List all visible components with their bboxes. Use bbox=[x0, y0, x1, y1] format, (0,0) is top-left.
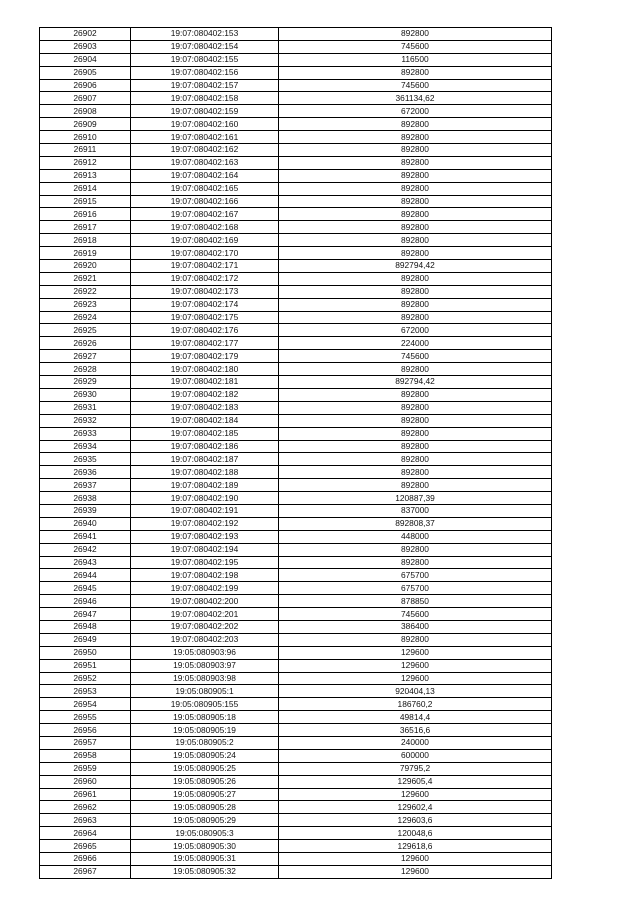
row-id-cell: 26916 bbox=[40, 208, 131, 221]
cadastral-number-cell: 19:07:080402:190 bbox=[131, 492, 279, 505]
table-row bbox=[40, 775, 552, 788]
row-id-cell: 26951 bbox=[40, 659, 131, 672]
cadastral-number-cell: 19:07:080402:163 bbox=[131, 156, 279, 169]
row-id-cell: 26929 bbox=[40, 376, 131, 389]
row-id-cell: 26919 bbox=[40, 247, 131, 260]
table-row bbox=[40, 208, 552, 221]
table-row bbox=[40, 659, 552, 672]
row-id-cell: 26965 bbox=[40, 840, 131, 853]
value-cell: 448000 bbox=[279, 530, 552, 543]
table-row bbox=[40, 814, 552, 827]
cadastral-number-cell: 19:07:080402:172 bbox=[131, 272, 279, 285]
value-cell: 892800 bbox=[279, 363, 552, 376]
table-row bbox=[40, 492, 552, 505]
value-cell: 892800 bbox=[279, 234, 552, 247]
cadastral-number-cell: 19:07:080402:173 bbox=[131, 285, 279, 298]
cadastral-number-cell: 19:05:080905:24 bbox=[131, 749, 279, 762]
value-cell: 745600 bbox=[279, 40, 552, 53]
table-row bbox=[40, 247, 552, 260]
row-id-cell: 26962 bbox=[40, 801, 131, 814]
table-row bbox=[40, 582, 552, 595]
table-row bbox=[40, 66, 552, 79]
value-cell: 745600 bbox=[279, 79, 552, 92]
value-cell: 79795,2 bbox=[279, 762, 552, 775]
value-cell: 892800 bbox=[279, 169, 552, 182]
cadastral-number-cell: 19:07:080402:202 bbox=[131, 620, 279, 633]
cadastral-number-cell: 19:07:080402:170 bbox=[131, 247, 279, 260]
row-id-cell: 26946 bbox=[40, 595, 131, 608]
cadastral-number-cell: 19:07:080402:192 bbox=[131, 517, 279, 530]
value-cell: 224000 bbox=[279, 337, 552, 350]
cadastral-number-cell: 19:07:080402:176 bbox=[131, 324, 279, 337]
cadastral-number-cell: 19:05:080905:18 bbox=[131, 711, 279, 724]
row-id-cell: 26950 bbox=[40, 646, 131, 659]
cadastral-number-cell: 19:07:080402:182 bbox=[131, 388, 279, 401]
value-cell: 892808,37 bbox=[279, 517, 552, 530]
row-id-cell: 26935 bbox=[40, 453, 131, 466]
row-id-cell: 26949 bbox=[40, 633, 131, 646]
value-cell: 892800 bbox=[279, 182, 552, 195]
cadastral-number-cell: 19:05:080905:2 bbox=[131, 736, 279, 749]
value-cell: 892800 bbox=[279, 66, 552, 79]
value-cell: 675700 bbox=[279, 569, 552, 582]
value-cell: 745600 bbox=[279, 350, 552, 363]
table-row bbox=[40, 685, 552, 698]
table-row bbox=[40, 698, 552, 711]
value-cell: 675700 bbox=[279, 582, 552, 595]
row-id-cell: 26911 bbox=[40, 144, 131, 157]
value-cell: 129600 bbox=[279, 853, 552, 866]
cadastral-number-cell: 19:07:080402:203 bbox=[131, 633, 279, 646]
table-row bbox=[40, 169, 552, 182]
row-id-cell: 26928 bbox=[40, 363, 131, 376]
value-cell: 892800 bbox=[279, 453, 552, 466]
row-id-cell: 26905 bbox=[40, 66, 131, 79]
row-id-cell: 26961 bbox=[40, 788, 131, 801]
table-row bbox=[40, 105, 552, 118]
value-cell: 49814,4 bbox=[279, 711, 552, 724]
row-id-cell: 26954 bbox=[40, 698, 131, 711]
row-id-cell: 26936 bbox=[40, 466, 131, 479]
value-cell: 892800 bbox=[279, 272, 552, 285]
cadastral-number-cell: 19:05:080905:25 bbox=[131, 762, 279, 775]
row-id-cell: 26923 bbox=[40, 298, 131, 311]
cadastral-number-cell: 19:07:080402:199 bbox=[131, 582, 279, 595]
table-row bbox=[40, 762, 552, 775]
table-row bbox=[40, 182, 552, 195]
row-id-cell: 26938 bbox=[40, 492, 131, 505]
table-row bbox=[40, 672, 552, 685]
row-id-cell: 26931 bbox=[40, 401, 131, 414]
cadastral-number-cell: 19:07:080402:162 bbox=[131, 144, 279, 157]
row-id-cell: 26939 bbox=[40, 504, 131, 517]
cadastral-number-cell: 19:07:080402:174 bbox=[131, 298, 279, 311]
cadastral-number-cell: 19:07:080402:181 bbox=[131, 376, 279, 389]
cadastral-number-cell: 19:07:080402:200 bbox=[131, 595, 279, 608]
value-cell: 892800 bbox=[279, 466, 552, 479]
table-row bbox=[40, 453, 552, 466]
cadastral-number-cell: 19:07:080402:187 bbox=[131, 453, 279, 466]
value-cell: 892794,42 bbox=[279, 376, 552, 389]
value-cell: 129605,4 bbox=[279, 775, 552, 788]
table-row bbox=[40, 633, 552, 646]
row-id-cell: 26925 bbox=[40, 324, 131, 337]
cadastral-number-cell: 19:05:080905:29 bbox=[131, 814, 279, 827]
table-row bbox=[40, 144, 552, 157]
cadastral-number-cell: 19:05:080905:155 bbox=[131, 698, 279, 711]
value-cell: 892800 bbox=[279, 479, 552, 492]
value-cell: 892800 bbox=[279, 298, 552, 311]
cadastral-number-cell: 19:07:080402:195 bbox=[131, 556, 279, 569]
row-id-cell: 26926 bbox=[40, 337, 131, 350]
table-row bbox=[40, 517, 552, 530]
value-cell: 186760,2 bbox=[279, 698, 552, 711]
row-id-cell: 26904 bbox=[40, 53, 131, 66]
value-cell: 672000 bbox=[279, 324, 552, 337]
row-id-cell: 26960 bbox=[40, 775, 131, 788]
value-cell: 892800 bbox=[279, 247, 552, 260]
cadastral-number-cell: 19:07:080402:201 bbox=[131, 608, 279, 621]
row-id-cell: 26920 bbox=[40, 260, 131, 273]
cadastral-number-cell: 19:07:080402:156 bbox=[131, 66, 279, 79]
value-cell: 892800 bbox=[279, 440, 552, 453]
row-id-cell: 26922 bbox=[40, 285, 131, 298]
table-row bbox=[40, 131, 552, 144]
table-body bbox=[40, 28, 552, 879]
value-cell: 240000 bbox=[279, 736, 552, 749]
value-cell: 361134,62 bbox=[279, 92, 552, 105]
cadastral-number-cell: 19:07:080402:171 bbox=[131, 260, 279, 273]
table-row bbox=[40, 388, 552, 401]
table-row bbox=[40, 337, 552, 350]
table-row bbox=[40, 853, 552, 866]
value-cell: 116500 bbox=[279, 53, 552, 66]
cadastral-number-cell: 19:07:080402:193 bbox=[131, 530, 279, 543]
table-row bbox=[40, 427, 552, 440]
table-row bbox=[40, 311, 552, 324]
row-id-cell: 26915 bbox=[40, 195, 131, 208]
value-cell: 600000 bbox=[279, 749, 552, 762]
value-cell: 920404,13 bbox=[279, 685, 552, 698]
row-id-cell: 26958 bbox=[40, 749, 131, 762]
cadastral-number-cell: 19:07:080402:186 bbox=[131, 440, 279, 453]
value-cell: 892800 bbox=[279, 195, 552, 208]
table-row bbox=[40, 118, 552, 131]
table-row bbox=[40, 724, 552, 737]
row-id-cell: 26902 bbox=[40, 28, 131, 41]
table-row bbox=[40, 53, 552, 66]
row-id-cell: 26941 bbox=[40, 530, 131, 543]
value-cell: 36516,6 bbox=[279, 724, 552, 737]
row-id-cell: 26921 bbox=[40, 272, 131, 285]
table-row bbox=[40, 28, 552, 41]
value-cell: 837000 bbox=[279, 504, 552, 517]
table-row bbox=[40, 414, 552, 427]
table-row bbox=[40, 79, 552, 92]
table-row bbox=[40, 350, 552, 363]
row-id-cell: 26942 bbox=[40, 543, 131, 556]
row-id-cell: 26943 bbox=[40, 556, 131, 569]
value-cell: 386400 bbox=[279, 620, 552, 633]
table-row bbox=[40, 646, 552, 659]
value-cell: 129600 bbox=[279, 788, 552, 801]
value-cell: 892800 bbox=[279, 311, 552, 324]
row-id-cell: 26956 bbox=[40, 724, 131, 737]
cadastral-number-cell: 19:05:080903:98 bbox=[131, 672, 279, 685]
table-row bbox=[40, 556, 552, 569]
cadastral-number-cell: 19:05:080905:31 bbox=[131, 853, 279, 866]
row-id-cell: 26907 bbox=[40, 92, 131, 105]
table-row bbox=[40, 543, 552, 556]
table-row bbox=[40, 711, 552, 724]
table-row bbox=[40, 569, 552, 582]
row-id-cell: 26924 bbox=[40, 311, 131, 324]
row-id-cell: 26908 bbox=[40, 105, 131, 118]
row-id-cell: 26927 bbox=[40, 350, 131, 363]
value-cell: 892800 bbox=[279, 118, 552, 131]
cadastral-number-cell: 19:05:080905:27 bbox=[131, 788, 279, 801]
cadastral-number-cell: 19:07:080402:155 bbox=[131, 53, 279, 66]
row-id-cell: 26945 bbox=[40, 582, 131, 595]
value-cell: 892794,42 bbox=[279, 260, 552, 273]
table-row bbox=[40, 620, 552, 633]
cadastral-number-cell: 19:07:080402:191 bbox=[131, 504, 279, 517]
row-id-cell: 26906 bbox=[40, 79, 131, 92]
cadastral-number-cell: 19:07:080402:185 bbox=[131, 427, 279, 440]
value-cell: 892800 bbox=[279, 208, 552, 221]
cadastral-number-cell: 19:07:080402:177 bbox=[131, 337, 279, 350]
value-cell: 120048,6 bbox=[279, 827, 552, 840]
table-row bbox=[40, 260, 552, 273]
cadastral-number-cell: 19:05:080905:30 bbox=[131, 840, 279, 853]
value-cell: 129600 bbox=[279, 672, 552, 685]
cadastral-number-cell: 19:07:080402:198 bbox=[131, 569, 279, 582]
row-id-cell: 26934 bbox=[40, 440, 131, 453]
table-row bbox=[40, 827, 552, 840]
table-row bbox=[40, 285, 552, 298]
cadastral-number-cell: 19:05:080905:1 bbox=[131, 685, 279, 698]
table-row bbox=[40, 298, 552, 311]
table-row bbox=[40, 221, 552, 234]
table-row bbox=[40, 608, 552, 621]
cadastral-number-cell: 19:05:080905:32 bbox=[131, 865, 279, 878]
table-row bbox=[40, 440, 552, 453]
value-cell: 892800 bbox=[279, 401, 552, 414]
row-id-cell: 26963 bbox=[40, 814, 131, 827]
table-row bbox=[40, 466, 552, 479]
row-id-cell: 26947 bbox=[40, 608, 131, 621]
cadastral-number-cell: 19:07:080402:160 bbox=[131, 118, 279, 131]
value-cell: 120887,39 bbox=[279, 492, 552, 505]
table-row bbox=[40, 272, 552, 285]
value-cell: 892800 bbox=[279, 556, 552, 569]
table-row bbox=[40, 595, 552, 608]
table-row bbox=[40, 736, 552, 749]
row-id-cell: 26909 bbox=[40, 118, 131, 131]
cadastral-number-cell: 19:07:080402:164 bbox=[131, 169, 279, 182]
cadastral-number-cell: 19:05:080905:19 bbox=[131, 724, 279, 737]
value-cell: 892800 bbox=[279, 285, 552, 298]
cadastral-number-cell: 19:05:080905:3 bbox=[131, 827, 279, 840]
table-row bbox=[40, 479, 552, 492]
table-row bbox=[40, 195, 552, 208]
row-id-cell: 26959 bbox=[40, 762, 131, 775]
row-id-cell: 26914 bbox=[40, 182, 131, 195]
cadastral-number-cell: 19:07:080402:168 bbox=[131, 221, 279, 234]
cadastral-number-cell: 19:07:080402:184 bbox=[131, 414, 279, 427]
table-row bbox=[40, 840, 552, 853]
value-cell: 129603,6 bbox=[279, 814, 552, 827]
cadastral-number-cell: 19:07:080402:169 bbox=[131, 234, 279, 247]
value-cell: 892800 bbox=[279, 144, 552, 157]
value-cell: 129600 bbox=[279, 865, 552, 878]
cadastral-number-cell: 19:07:080402:167 bbox=[131, 208, 279, 221]
row-id-cell: 26948 bbox=[40, 620, 131, 633]
table-row bbox=[40, 401, 552, 414]
row-id-cell: 26918 bbox=[40, 234, 131, 247]
value-cell: 129602,4 bbox=[279, 801, 552, 814]
cadastral-number-cell: 19:07:080402:154 bbox=[131, 40, 279, 53]
row-id-cell: 26910 bbox=[40, 131, 131, 144]
row-id-cell: 26903 bbox=[40, 40, 131, 53]
cadastral-number-cell: 19:07:080402:175 bbox=[131, 311, 279, 324]
cadastral-number-cell: 19:07:080402:157 bbox=[131, 79, 279, 92]
row-id-cell: 26967 bbox=[40, 865, 131, 878]
value-cell: 892800 bbox=[279, 388, 552, 401]
table-row bbox=[40, 363, 552, 376]
value-cell: 129600 bbox=[279, 646, 552, 659]
value-cell: 892800 bbox=[279, 543, 552, 556]
cadastral-number-cell: 19:07:080402:165 bbox=[131, 182, 279, 195]
value-cell: 892800 bbox=[279, 156, 552, 169]
table-row bbox=[40, 801, 552, 814]
row-id-cell: 26940 bbox=[40, 517, 131, 530]
cadastral-number-cell: 19:07:080402:180 bbox=[131, 363, 279, 376]
row-id-cell: 26913 bbox=[40, 169, 131, 182]
row-id-cell: 26952 bbox=[40, 672, 131, 685]
cadastral-number-cell: 19:07:080402:179 bbox=[131, 350, 279, 363]
table-row bbox=[40, 504, 552, 517]
row-id-cell: 26955 bbox=[40, 711, 131, 724]
cadastral-number-cell: 19:07:080402:153 bbox=[131, 28, 279, 41]
cadastral-number-cell: 19:07:080402:159 bbox=[131, 105, 279, 118]
value-cell: 892800 bbox=[279, 633, 552, 646]
row-id-cell: 26966 bbox=[40, 853, 131, 866]
table-row bbox=[40, 865, 552, 878]
cadastral-number-cell: 19:05:080903:96 bbox=[131, 646, 279, 659]
cadastral-number-cell: 19:07:080402:188 bbox=[131, 466, 279, 479]
row-id-cell: 26917 bbox=[40, 221, 131, 234]
row-id-cell: 26930 bbox=[40, 388, 131, 401]
value-cell: 892800 bbox=[279, 414, 552, 427]
value-cell: 892800 bbox=[279, 131, 552, 144]
row-id-cell: 26933 bbox=[40, 427, 131, 440]
cadastral-number-cell: 19:05:080905:26 bbox=[131, 775, 279, 788]
row-id-cell: 26957 bbox=[40, 736, 131, 749]
cadastral-number-cell: 19:07:080402:183 bbox=[131, 401, 279, 414]
cadastral-number-cell: 19:05:080905:28 bbox=[131, 801, 279, 814]
cadastral-number-cell: 19:07:080402:158 bbox=[131, 92, 279, 105]
row-id-cell: 26912 bbox=[40, 156, 131, 169]
row-id-cell: 26937 bbox=[40, 479, 131, 492]
data-table bbox=[39, 27, 552, 879]
value-cell: 892800 bbox=[279, 427, 552, 440]
cadastral-number-cell: 19:07:080402:189 bbox=[131, 479, 279, 492]
table-row bbox=[40, 156, 552, 169]
cadastral-number-cell: 19:07:080402:194 bbox=[131, 543, 279, 556]
value-cell: 892800 bbox=[279, 221, 552, 234]
cadastral-number-cell: 19:07:080402:166 bbox=[131, 195, 279, 208]
value-cell: 878850 bbox=[279, 595, 552, 608]
table-row bbox=[40, 40, 552, 53]
value-cell: 129618,6 bbox=[279, 840, 552, 853]
row-id-cell: 26932 bbox=[40, 414, 131, 427]
value-cell: 672000 bbox=[279, 105, 552, 118]
table-row bbox=[40, 530, 552, 543]
table-row bbox=[40, 324, 552, 337]
value-cell: 129600 bbox=[279, 659, 552, 672]
table-row bbox=[40, 376, 552, 389]
row-id-cell: 26944 bbox=[40, 569, 131, 582]
cadastral-number-cell: 19:07:080402:161 bbox=[131, 131, 279, 144]
row-id-cell: 26953 bbox=[40, 685, 131, 698]
table-row bbox=[40, 92, 552, 105]
table-row bbox=[40, 788, 552, 801]
value-cell: 745600 bbox=[279, 608, 552, 621]
cadastral-number-cell: 19:05:080903:97 bbox=[131, 659, 279, 672]
value-cell: 892800 bbox=[279, 28, 552, 41]
table-row bbox=[40, 749, 552, 762]
row-id-cell: 26964 bbox=[40, 827, 131, 840]
table-row bbox=[40, 234, 552, 247]
